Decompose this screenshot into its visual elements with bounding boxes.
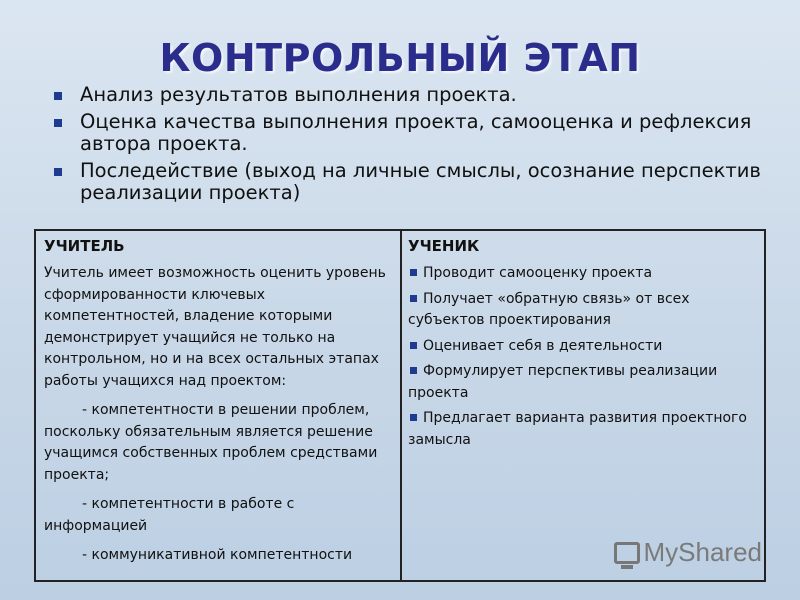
bullet-item: Оценка качества выполнения проекта, самооценка и рефлексия автора проекта.	[52, 111, 782, 155]
main-bullet-list	[52, 84, 782, 209]
teacher-competence-item: - компетентности в работе с информацией	[44, 496, 295, 534]
square-bullet-icon	[410, 269, 417, 276]
student-list-item: Предлагает варианта развития проектного замысла	[408, 410, 747, 448]
square-bullet-icon	[54, 119, 62, 127]
square-bullet-icon	[410, 295, 417, 302]
teacher-header: УЧИТЕЛЬ	[44, 237, 125, 255]
page-title: КОНТРОЛЬНЫЙ ЭТАП	[159, 36, 641, 80]
bullet-item: Анализ результатов выполнения проекта.	[52, 84, 782, 106]
student-header: УЧЕНИК	[408, 237, 480, 255]
comparison-table	[34, 229, 766, 582]
student-list-item: Формулирует перспективы реализации проекта	[408, 363, 718, 401]
teacher-intro: Учитель имеет возможность оценить уровень сформированности ключевых компетентностей, владение которыми демонстрирует учащийся не только на контрольном, но и на всех остальных этапах работы учащихся над проектом:	[44, 265, 386, 389]
square-bullet-icon	[410, 342, 417, 349]
student-list-item: Проводит самооценку проекта	[408, 263, 754, 285]
presentation-board-icon	[614, 542, 640, 564]
student-list-item: Оценивает себя в деятельности	[408, 336, 754, 358]
square-bullet-icon	[410, 414, 417, 421]
watermark-text: MyShared	[643, 537, 762, 567]
square-bullet-icon	[54, 92, 62, 100]
student-list-item: Получает «обратную связь» от всех субъектов проектирования	[408, 290, 690, 328]
student-column	[402, 231, 764, 580]
watermark-logo	[614, 537, 763, 568]
square-bullet-icon	[410, 367, 417, 374]
teacher-competence-item: - компетентности в решении проблем, поскольку обязательным является решение учащимся собственных проблем средствами проекта;	[44, 402, 378, 483]
student-list	[408, 263, 754, 451]
teacher-competence-item: - коммуникативной компетентности	[82, 547, 353, 563]
bullet-item: Последействие (выход на личные смыслы, осознание перспектив реализации проекта)	[52, 160, 782, 204]
square-bullet-icon	[54, 168, 62, 176]
teacher-column	[36, 231, 402, 580]
